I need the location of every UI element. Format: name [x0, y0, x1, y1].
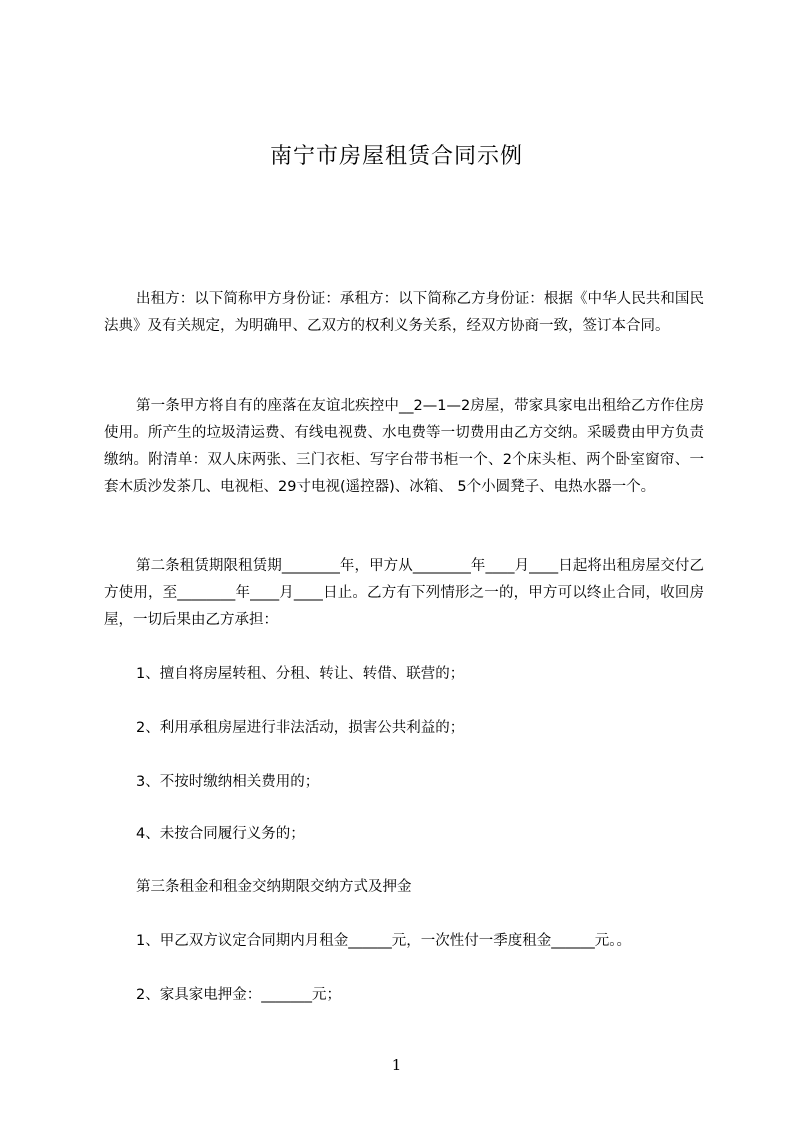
document-title: 南宁市房屋租赁合同示例	[269, 144, 523, 169]
rent-item-2: 2、家具家电押金：_______元；	[136, 987, 341, 1003]
termination-item-1: 1、擅自将房屋转租、分租、转让、转借、联营的；	[136, 666, 465, 682]
article-3-heading: 第三条租金和租金交纳期限交纳方式及押金	[136, 879, 412, 895]
intro-paragraph: 出租方：以下简称甲方身份证：承租方：以下简称乙方身份证：根据《中华人民共和国民法典》及有关规定，为明确甲、乙双方的权利义务关系，经双方协商一致，签订本合同。	[104, 291, 704, 334]
rent-item-1: 1、甲乙双方议定合同期内月租金______元，一次性付一季度租金______元。。	[136, 933, 631, 949]
termination-item-4: 4、未按合同履行义务的；	[136, 826, 305, 842]
article-1-paragraph: 第一条甲方将自有的座落在友谊北疾控中__2—1—2房屋，带家具家电出租给乙方作住房使用。所产生的垃圾清运费、有线电视费、水电费等一切费用由乙方交纳。采暖费由甲方负责缴纳。附清单：双人床两张、三门衣柜、写字台带书柜一个、2个床头柜、两个卧室窗帘、一套木质沙发茶几、电视柜、29寸电视(遥控器)、冰箱、 5个小圆凳子、电热水器一个。	[104, 398, 704, 495]
termination-item-2: 2、利用承租房屋进行非法活动，损害公共利益的；	[136, 720, 465, 736]
article-2-paragraph: 第二条租赁期限租赁期________年，甲方从________年____月____日起将出租房屋交付乙方使用，至________年____月____日止。乙方有下列情形之一的，甲方可以终止合同，收回房屋，一切后果由乙方承担：	[104, 558, 704, 628]
page-number: 1	[391, 1056, 402, 1074]
termination-item-3: 3、不按时缴纳相关费用的；	[136, 774, 320, 790]
